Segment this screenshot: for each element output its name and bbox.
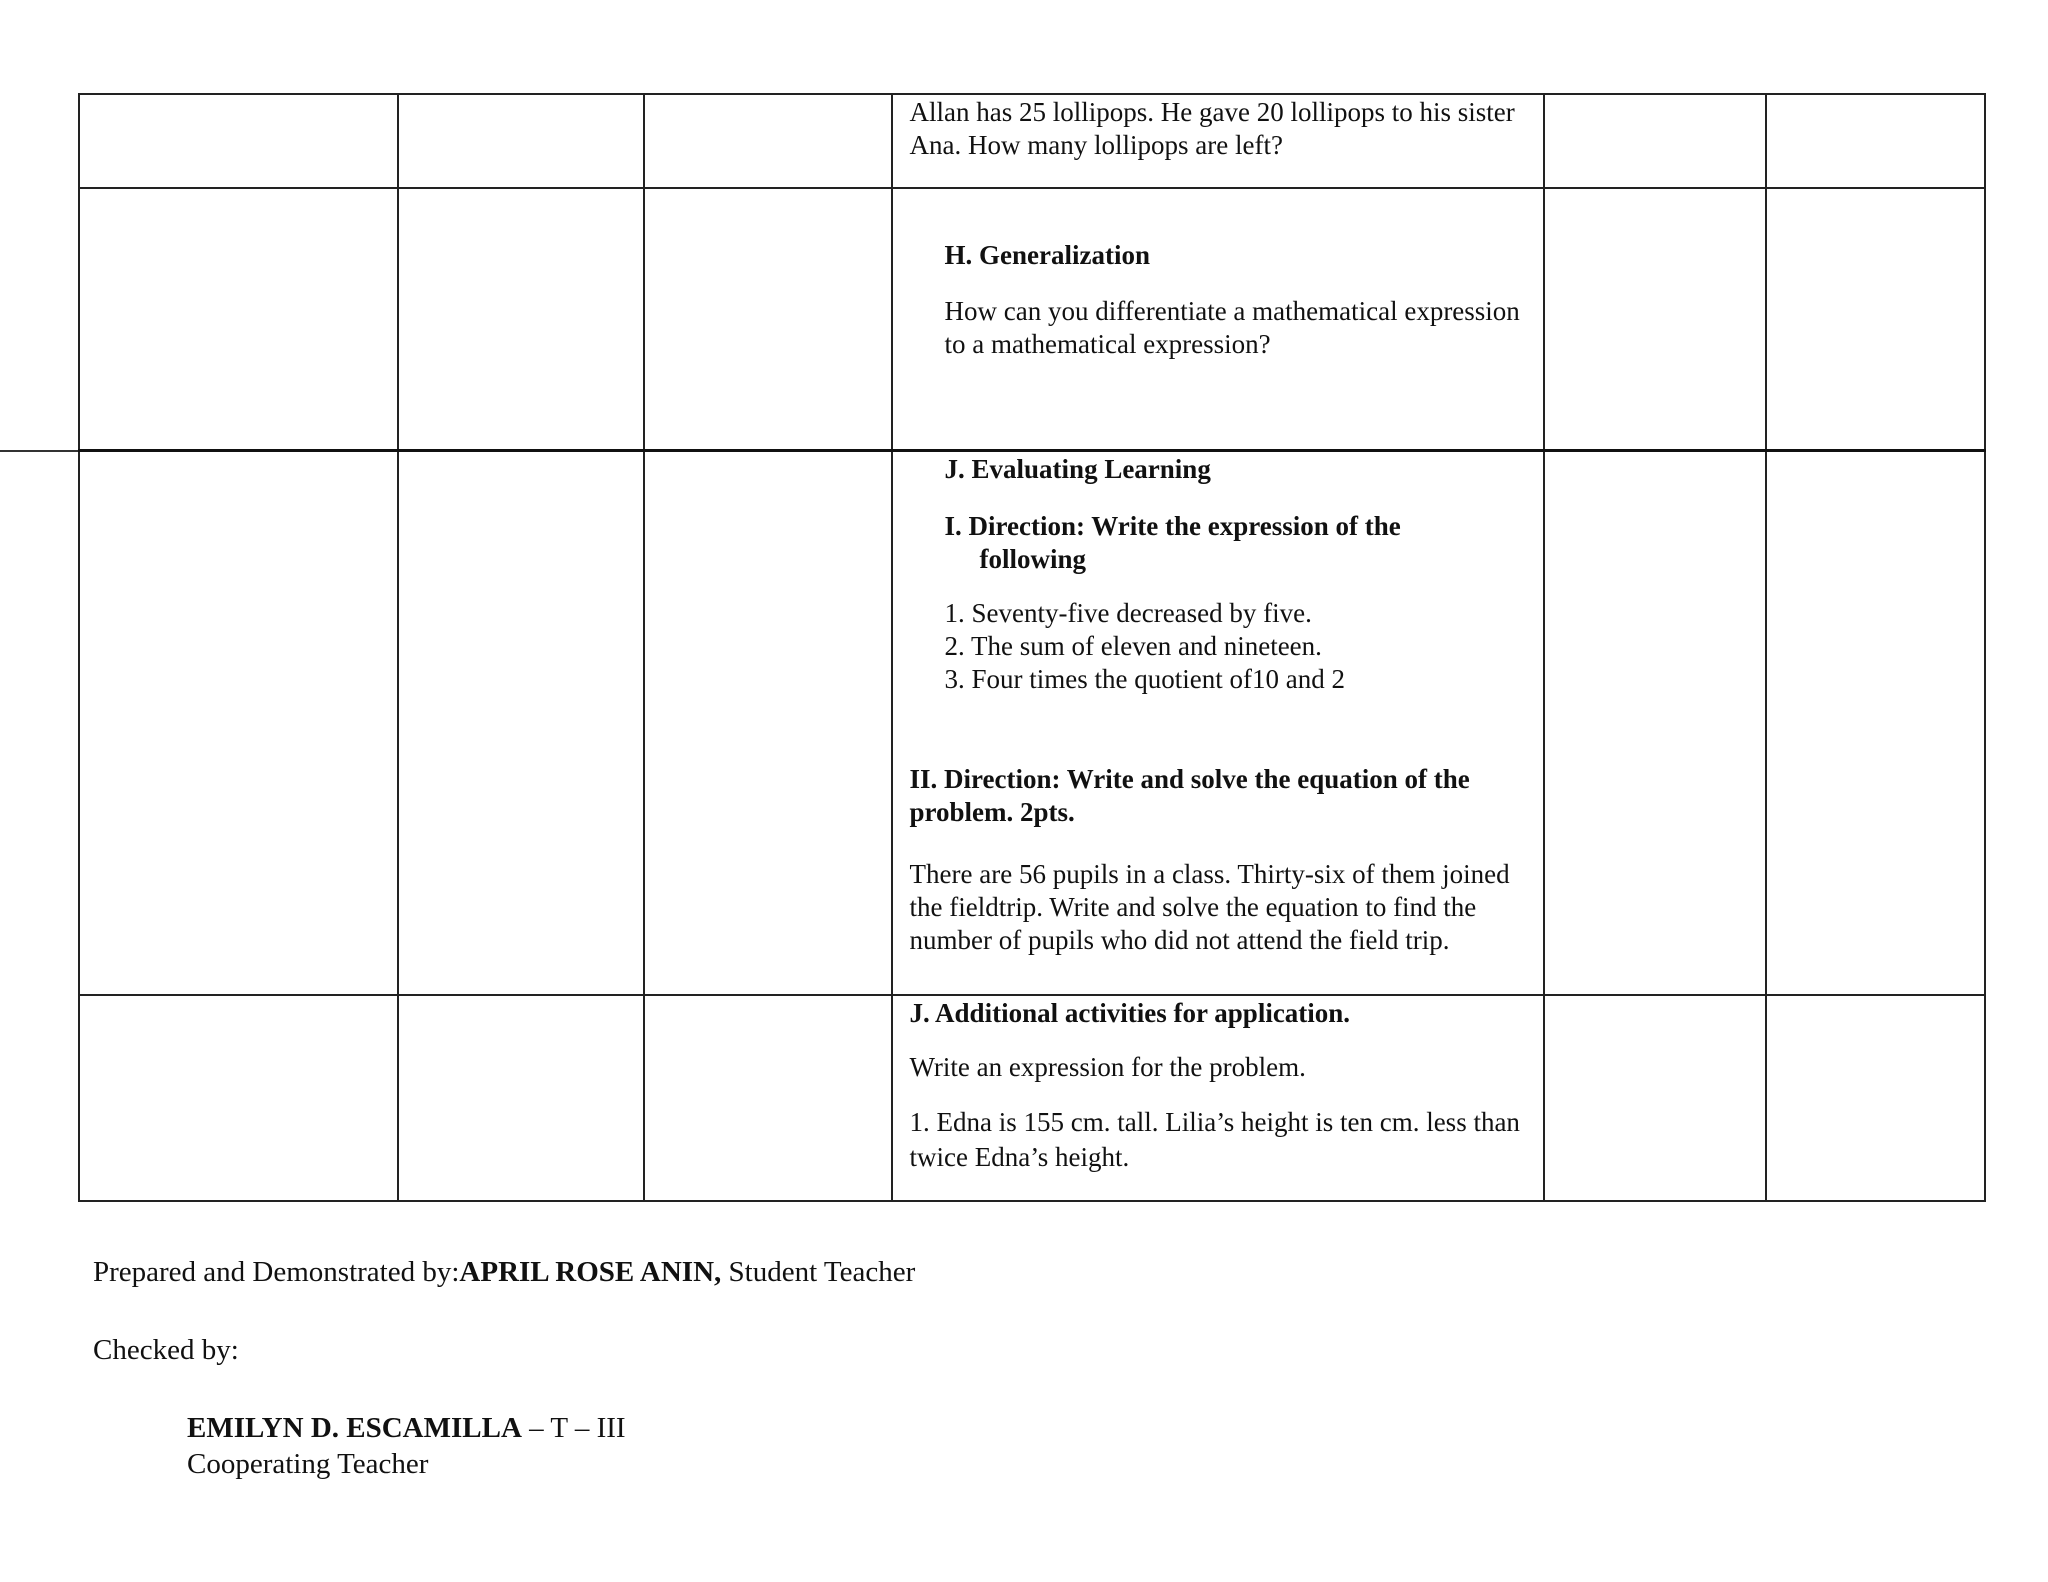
additional-heading: J. Additional activities for application. <box>909 998 1351 1028</box>
additional-activities-cell <box>892 995 1544 1201</box>
preparer-role: Student Teacher <box>721 1256 916 1288</box>
preparer-name: APRIL ROSE ANIN, <box>459 1256 722 1288</box>
direction-two: II. Direction: Write and solve the equation of the problem. 2pts. <box>909 764 1470 827</box>
list-item: 1. Seventy-five decreased by five. <box>944 598 1312 628</box>
checker-name: EMILYN D. ESCAMILLA <box>187 1412 522 1444</box>
list-item: 2. The sum of eleven and nineteen. <box>944 631 1322 661</box>
expression-list <box>945 597 1531 696</box>
lollipop-problem: Allan has 25 lollipops. He gave 20 lollipops to his sister Ana. How many lollipops are left? <box>909 97 1515 160</box>
table-row <box>79 188 1985 451</box>
pupils-problem: There are 56 pupils in a class. Thirty-six of them joined the fieldtrip. Write and solve the equation to find the number of pupils who did not attend the field trip. <box>909 859 1510 955</box>
evaluation-heading: J. Evaluating Learning <box>944 454 1211 484</box>
table-row <box>79 995 1985 1201</box>
checker-line <box>187 1410 626 1446</box>
evaluation-cell <box>892 451 1544 996</box>
lesson-plan-table <box>78 93 1986 1202</box>
generalization-cell <box>892 188 1544 451</box>
checker-grade: – T – III <box>521 1412 626 1444</box>
list-item: 3. Four times the quotient of10 and 2 <box>944 664 1345 694</box>
checker-role: Cooperating Teacher <box>187 1448 429 1480</box>
generalization-question: How can you differentiate a mathematical expression to a mathematical expression? <box>944 296 1520 359</box>
direction-one: I. Direction: Write the expression of the following <box>944 511 1401 574</box>
prepared-label: Prepared and Demonstrated by: <box>93 1256 460 1288</box>
generalization-heading: H. Generalization <box>944 240 1150 270</box>
table-row <box>79 94 1985 188</box>
checked-by-label: Checked by: <box>93 1334 239 1366</box>
problem-cell <box>892 94 1544 188</box>
table-row <box>79 451 1985 996</box>
additional-instruction: Write an expression for the problem. <box>909 1052 1306 1082</box>
edna-problem: 1. Edna is 155 cm. tall. Lilia’s height is ten cm. less than twice Edna’s height. <box>909 1107 1520 1172</box>
prepared-by-line <box>93 1254 915 1290</box>
